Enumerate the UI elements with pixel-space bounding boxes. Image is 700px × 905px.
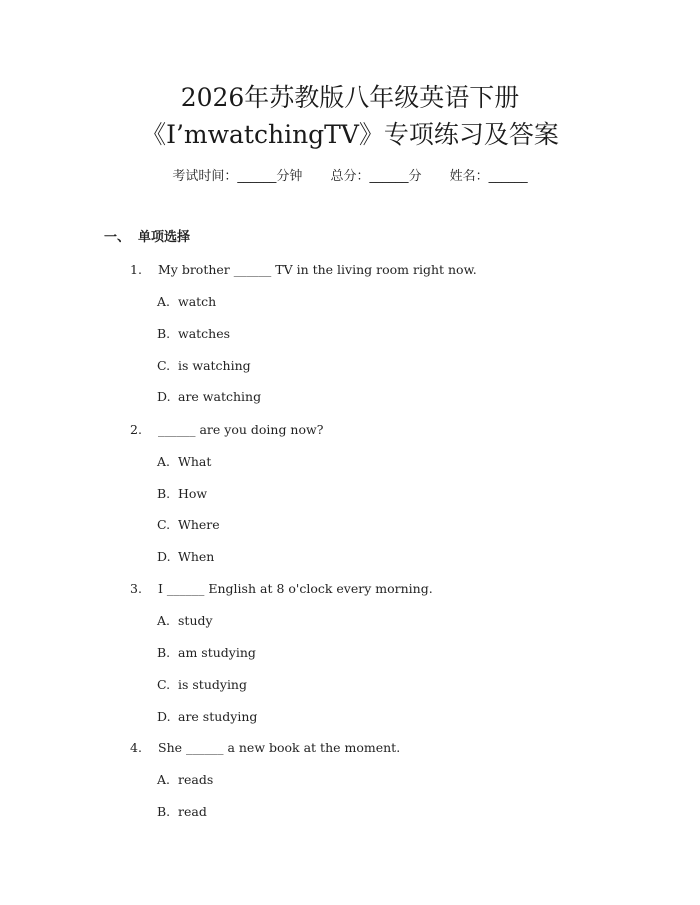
option-letter: A.	[157, 772, 171, 787]
option-letter: D.	[157, 709, 171, 724]
exam-meta	[0, 168, 700, 186]
option-text: is studying	[178, 677, 247, 692]
section-number: 一、	[104, 230, 131, 245]
option	[157, 293, 216, 311]
option-letter: C.	[157, 358, 171, 373]
option	[157, 485, 207, 503]
option-text: am studying	[178, 645, 256, 660]
total-score	[330, 168, 421, 186]
option-letter: D.	[157, 389, 171, 404]
option-text: is watching	[178, 358, 251, 373]
option-letter: C.	[157, 517, 171, 532]
section-title: 单项选择	[138, 230, 191, 245]
question-text: I ______ English at 8 o'clock every morning.	[158, 581, 433, 596]
exam-time	[172, 168, 302, 186]
time-blank: ______	[237, 169, 277, 184]
name-blank: ______	[488, 169, 528, 184]
option-text: are watching	[178, 389, 262, 404]
option-text: watch	[178, 294, 217, 309]
question-text: ______ are you doing now?	[158, 422, 324, 437]
option-letter: A.	[157, 294, 171, 309]
question-number: 1.	[130, 262, 142, 277]
option-text: How	[178, 486, 208, 501]
score-unit: 分	[408, 169, 422, 184]
student-name	[450, 168, 528, 186]
option-letter: B.	[157, 486, 171, 501]
score-blank: ______	[369, 169, 409, 184]
page-title-line1: 2026年苏教版八年级英语下册	[180, 83, 520, 112]
option	[157, 708, 257, 726]
question-number: 3.	[130, 581, 142, 596]
question-text: My brother ______ TV in the living room right now.	[158, 262, 477, 277]
option	[157, 548, 214, 566]
option	[157, 388, 261, 406]
question-number: 4.	[130, 740, 142, 755]
option	[157, 516, 220, 534]
option-letter: B.	[157, 326, 171, 341]
question-number: 2.	[130, 422, 142, 437]
page-title-line2: 《I’mwatchingTV》专项练习及答案	[141, 120, 559, 149]
question	[130, 739, 400, 757]
option-text: Where	[178, 517, 220, 532]
option	[157, 357, 251, 375]
option-letter: A.	[157, 613, 171, 628]
question-text: She ______ a new book at the moment.	[158, 740, 401, 755]
score-label: 总分：	[330, 169, 370, 184]
option-text: watches	[178, 326, 231, 341]
question	[130, 580, 433, 598]
option-text: read	[178, 804, 207, 819]
time-label: 考试时间：	[172, 169, 238, 184]
option-letter: B.	[157, 804, 171, 819]
option	[157, 612, 213, 630]
option-letter: C.	[157, 677, 171, 692]
option	[157, 453, 211, 471]
option-letter: D.	[157, 549, 171, 564]
option-text: reads	[178, 772, 214, 787]
option	[157, 325, 230, 343]
option-letter: A.	[157, 454, 171, 469]
option	[157, 771, 213, 789]
section-heading	[104, 229, 190, 247]
option-text: study	[178, 613, 213, 628]
option-text: When	[178, 549, 215, 564]
question	[130, 421, 323, 439]
option-text: What	[178, 454, 212, 469]
option	[157, 803, 207, 821]
option-letter: B.	[157, 645, 171, 660]
question	[130, 261, 477, 279]
option	[157, 644, 256, 662]
name-label: 姓名：	[449, 169, 489, 184]
time-unit: 分钟	[276, 169, 303, 184]
option	[157, 676, 247, 694]
option-text: are studying	[178, 709, 258, 724]
